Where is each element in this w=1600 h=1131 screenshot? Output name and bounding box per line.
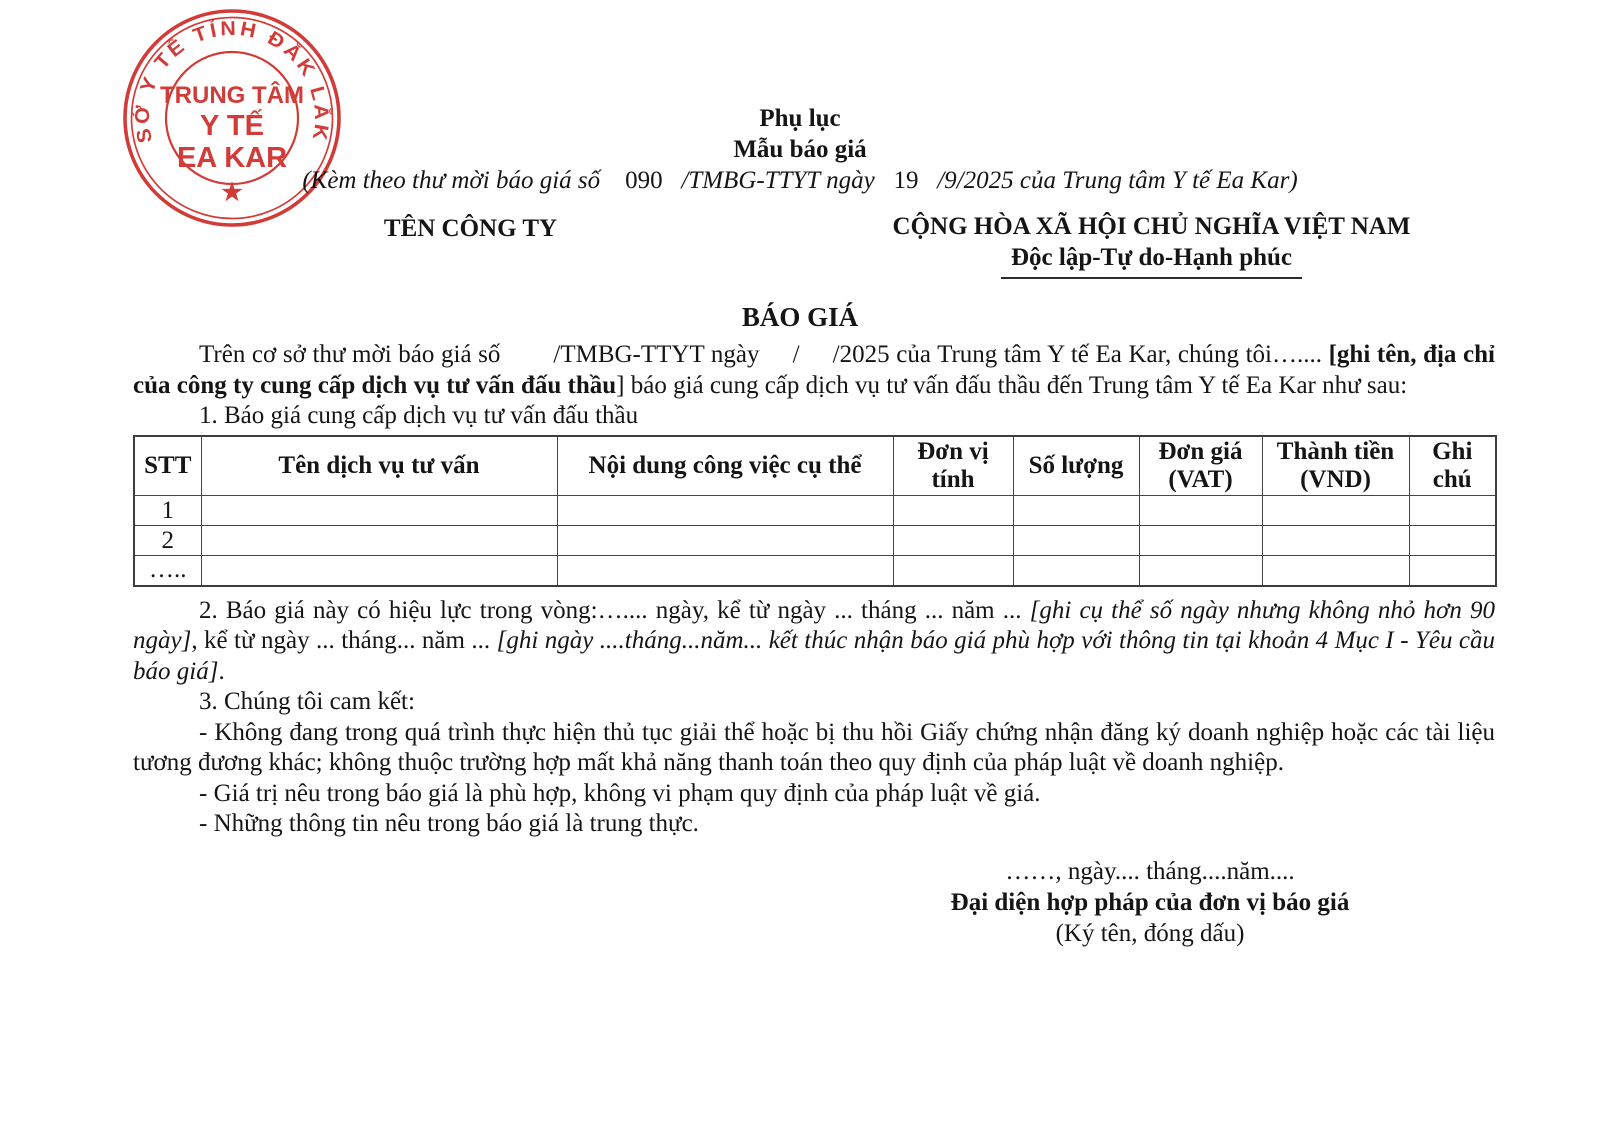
validity-italic-note-2: [ghi ngày ....tháng...năm... kết thúc nhận báo giá phù hợp với thông tin tại khoản 4 Mục I - Yêu cầu báo giá]: [133, 627, 1495, 685]
table-cell: [1139, 556, 1262, 586]
table-cell: [1409, 496, 1496, 526]
reference-mid: /TMBG-TTYT ngày: [662, 167, 894, 194]
document-title: BÁO GIÁ: [741, 302, 859, 332]
company-name-label: TÊN CÔNG TY: [383, 215, 558, 242]
table-cell: [1262, 496, 1409, 526]
reference-post: /9/2025 của Trung tâm Y tế Ea Kar): [918, 167, 1298, 194]
signature-block: [805, 856, 1495, 949]
validity-text-2: , kể từ ngày ... tháng... năm ...: [191, 627, 497, 654]
intro-text-2: ] báo giá cung cấp dịch vụ tư vấn đấu thầu đến Trung tâm Y tế Ea Kar như sau:: [616, 371, 1408, 399]
national-motto-line1: CỘNG HÒA XÃ HỘI CHỦ NGHĨA VIỆT NAM: [892, 213, 1411, 240]
signature-role: Đại diện hợp pháp của đơn vị báo giá: [950, 888, 1350, 916]
commitment-item: - Không đang trong quá trình thực hiện thủ tục giải thể hoặc bị thu hồi Giấy chứng nhận đăng ký doanh nghiệp hoặc các tài liệu tương đương khác; không thuộc trường hợp mất khả năng thanh toán theo quy định của pháp luật về doanh nghiệp.: [133, 718, 1495, 776]
table-cell: [1139, 526, 1262, 556]
section1-heading: 1. Báo giá cung cấp dịch vụ tư vấn đấu thầu: [199, 402, 639, 429]
reference-number: 090: [625, 167, 663, 194]
stamp-center-line3: EA KAR: [176, 142, 288, 174]
reference-day: 19: [893, 167, 919, 194]
quotation-table: [133, 435, 1497, 587]
table-cell: [893, 526, 1013, 556]
signature-note: (Ký tên, đóng dấu): [1055, 919, 1245, 947]
table-cell: [201, 496, 557, 526]
table-header-row: [134, 436, 1496, 496]
table-cell: [1262, 556, 1409, 586]
table-row: [134, 526, 1496, 556]
reference-pre: (Kèm theo thư mời báo giá số: [302, 167, 626, 194]
national-header: [808, 211, 1495, 279]
col-header-work-content: Nội dung công việc cụ thể: [557, 436, 893, 496]
col-header-quantity: Số lượng: [1013, 436, 1139, 496]
table-cell: [1013, 526, 1139, 556]
table-cell: [1013, 556, 1139, 586]
intro-text-1: Trên cơ sở thư mời báo giá số /TMBG-TTYT ngày / /2025 của Trung tâm Y tế Ea Kar, chúng tôi…....: [199, 341, 1329, 368]
col-header-stt: STT: [134, 436, 201, 496]
medical-center-stamp: [118, 4, 346, 232]
table-cell: [1139, 496, 1262, 526]
national-motto-line2: Độc lập-Tự do-Hạnh phúc: [1001, 242, 1302, 279]
commitment-item: - Giá trị nêu trong báo giá là phù hợp, không vi phạm quy định của pháp luật về giá.: [199, 779, 1041, 807]
table-cell: [1262, 526, 1409, 556]
table-row: [134, 556, 1496, 586]
stamp-ring-text: SỞ Y TẾ TỈNH ĐẮK LẮK: [131, 17, 333, 145]
table-cell: [557, 556, 893, 586]
validity-paragraph: [133, 596, 1495, 688]
stamp-star-icon: ★: [221, 179, 243, 206]
table-cell: [893, 556, 1013, 586]
table-cell: [1409, 526, 1496, 556]
intro-paragraph-block: [133, 340, 1495, 432]
appendix-label: Phụ lục: [759, 105, 841, 132]
stamp-center-line1: TRUNG TÂM: [160, 82, 304, 109]
commitment-item: - Những thông tin nêu trong báo giá là trung thực.: [199, 810, 699, 837]
table-cell: [557, 526, 893, 556]
table-row: [134, 496, 1496, 526]
table-cell: [201, 556, 557, 586]
terms-block: [133, 596, 1495, 840]
commitment-heading: 3. Chúng tôi cam kết:: [199, 688, 415, 715]
form-title: Mẫu báo giá: [733, 136, 867, 163]
table-cell: 1: [134, 496, 201, 526]
validity-text-3: .: [218, 657, 225, 685]
intro-paragraph: [133, 340, 1495, 401]
stamp-center-line2: Y TẾ: [200, 110, 264, 142]
table-cell: 2: [134, 526, 201, 556]
col-header-note: Ghi chú: [1409, 436, 1496, 496]
table-cell: [893, 496, 1013, 526]
table-cell: …..: [134, 556, 201, 586]
col-header-unit-price: Đơn giá (VAT): [1139, 436, 1262, 496]
table-cell: [1013, 496, 1139, 526]
intro-bold-placeholder: [ghi tên, địa chỉ của công ty cung cấp dịch vụ tư vấn đấu thầu: [133, 341, 1496, 399]
signature-place-date: ……, ngày.... tháng....năm....: [1005, 857, 1295, 885]
table-cell: [201, 526, 557, 556]
validity-italic-note-1: [ghi cụ thể số ngày nhưng không nhỏ hơn 90 ngày]: [133, 596, 1495, 654]
table-cell: [557, 496, 893, 526]
table-cell: [1409, 556, 1496, 586]
col-header-unit: Đơn vị tính: [893, 436, 1013, 496]
validity-text-1: 2. Báo giá này có hiệu lực trong vòng:….... ngày, kể từ ngày ... tháng ... năm ...: [199, 596, 1030, 624]
col-header-service-name: Tên dịch vụ tư vấn: [201, 436, 557, 496]
col-header-total: Thành tiền (VND): [1262, 436, 1409, 496]
